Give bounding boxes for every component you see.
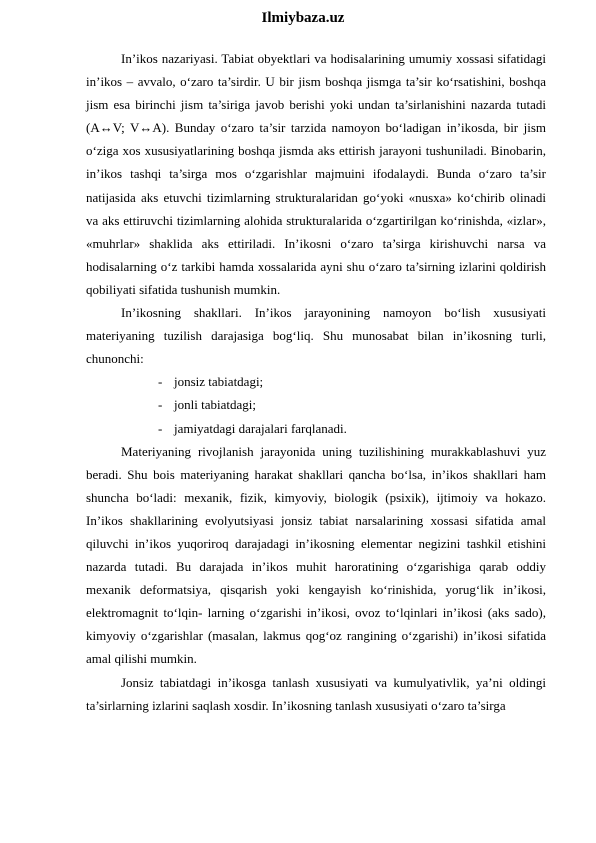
levels-list [86, 370, 546, 439]
list-bullet: - [158, 420, 163, 436]
document-page [86, 0, 546, 717]
list-bullet: - [158, 374, 163, 390]
list-bullet: - [158, 397, 163, 413]
list-item-text: jamiyatdagi darajalari farqlanadi. [174, 420, 347, 436]
list-item [86, 417, 546, 440]
list-item-text: jonli tabiatdagi; [174, 397, 256, 413]
list-item [86, 393, 546, 416]
paragraph-jonsiz-tabiat: Jonsiz tabiatdagi in’ikosga tanlash xususiyati va kumulyativlik, ya’ni oldingi ta’sirlarning izlarini saqlash xosdir. In’ikosning tanlash xususiyati o‘zaro ta’sirga [86, 674, 546, 713]
paragraph-inikos-shakllari: In’ikosning shakllari. In’ikos jarayonining namoyon bo‘lish xususiyati materiyaning tuzilish darajasiga bog‘liq. Shu munosabat bilan in’ikosning turli, chunonchi: [86, 305, 546, 367]
paragraph-inikos-nazariyasi: In’ikos nazariyasi. Tabiat obyektlari va hodisalarining umumiy xossasi sifatidagi in’ikos – avvalo, o‘zaro ta’sirdir. U bir jism boshqa jismga ta’sir ko‘rsatishini, boshqa jism esa birinchi jism ta’siriga javob berishi yoki undan ta’sirlanishini nazarda tutadi (A↔V; V↔A). Bunday o‘zaro ta’sir tarzida namoyon bo‘ladigan in’ikosda, bir jism o‘ziga xos xususiyatlarining boshqa jismda aks ettirish jarayoni tushuniladi. Binobarin, in’ikos tashqi ta’sirga mos o‘zgarishlar majmuini ifodalaydi. Bunda o‘zaro ta’sir natijasida aks etuvchi tizimlarning strukturalaridan go‘yoki «nusxa» ko‘chirib olinadi va aks ettiruvchi tizimlarning alohida strukturalarida o‘zgartirilgan ko‘rinishda, «izlar», «muhrlar» shaklida aks ettiriladi. In’ikosni o‘zaro ta’sirga kirishuvchi narsa va hodisalarning o‘z tarkibi hamda xossalarida ayni shu o‘zaro ta’sirning izlarini qoldirish qobiliyati sifatida tushunish mumkin. [86, 51, 546, 297]
site-title: Ilmiybaza.uz [261, 10, 345, 26]
list-item [86, 370, 546, 393]
list-item-text: jonsiz tabiatdagi; [174, 374, 264, 390]
paragraph-materiya-rivojlanishi: Materiyaning rivojlanish jarayonida uning tuzilishining murakkablashuvi yuz beradi. Shu bois materiyaning harakat shakllari qancha bo‘lsa, in’ikos shakllari ham shuncha bo‘ladi: mexanik, fizik, kimyoviy, biologik (psixik), ijtimoiy va hokazo. In’ikos shakllarining evolyutsiyasi jonsiz tabiat narsalarining xossasi sifatida amal qiluvchi in’ikos yuqoriroq darajadagi in’ikosning elementar negizini tashkil etishini nazarda tutadi. Bu darajada in’ikos muhit haroratining o‘zgarishiga qarab oddiy mexanik deformatsiya, qisqarish yoki kengayish ko‘rinishida, yorug‘lik in’ikosi, elektromagnit to‘lqin- larning o‘zgarishi in’ikosi, ovoz to‘lqinlari in’ikosi (aks sado), kimyoviy o‘zgarishlar (masalan, lakmus qog‘oz rangining o‘zgarishi) in’ikosi sifatida amal qilishi mumkin. [86, 443, 546, 667]
